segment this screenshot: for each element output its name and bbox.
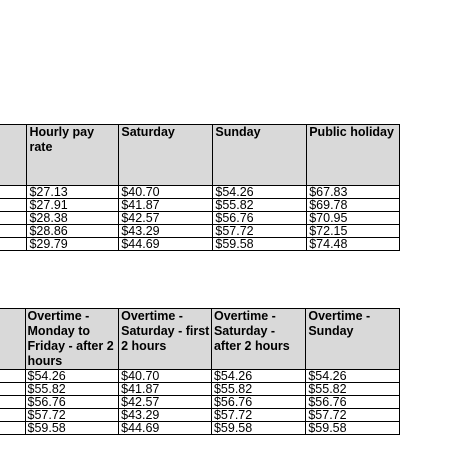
table-cell (0, 422, 25, 435)
table-cell: $41.87 (119, 199, 213, 212)
table-cell: $57.72 (306, 409, 400, 422)
table-cell: $54.26 (306, 370, 400, 383)
table-cell: $28.86 (27, 225, 119, 238)
table-cell: $27.91 (27, 199, 119, 212)
table-cell: $57.72 (211, 409, 305, 422)
table-cell (0, 199, 27, 212)
table-cell: $70.95 (307, 212, 400, 225)
header-cell-partial (0, 309, 25, 370)
table-cell: $54.26 (25, 370, 119, 383)
table-cell: $54.26 (213, 186, 307, 199)
table-cell: $56.76 (25, 396, 119, 409)
header-cell-partial (0, 125, 27, 186)
table-cell: $74.48 (307, 238, 400, 251)
table-cell (0, 396, 25, 409)
table-cell: $55.82 (306, 383, 400, 396)
table-cell: $44.69 (119, 238, 213, 251)
table-header-row (0, 309, 400, 370)
table-cell: $59.58 (211, 422, 305, 435)
table-cell: $55.82 (213, 199, 307, 212)
table-row (0, 383, 400, 396)
table-row (0, 186, 400, 199)
table-cell: $72.15 (307, 225, 400, 238)
overtime-rates-table (0, 308, 400, 435)
table-cell: $55.82 (211, 383, 305, 396)
table-cell: $59.58 (306, 422, 400, 435)
header-cell-public-holiday: Public holiday (307, 125, 400, 186)
table-cell: $41.87 (119, 383, 212, 396)
table-cell: $28.38 (27, 212, 119, 225)
table-cell: $55.82 (25, 383, 119, 396)
table-cell (0, 370, 25, 383)
table-row (0, 225, 400, 238)
table-cell: $67.83 (307, 186, 400, 199)
table-cell: $57.72 (25, 409, 119, 422)
pay-rates-table (0, 124, 400, 251)
table-cell: $54.26 (211, 370, 305, 383)
table-row (0, 212, 400, 225)
table-row (0, 199, 400, 212)
header-cell-sunday: Sunday (213, 125, 307, 186)
table-cell (0, 409, 25, 422)
table-cell: $56.76 (213, 212, 307, 225)
table-cell: $57.72 (213, 225, 307, 238)
table-cell: $59.58 (25, 422, 119, 435)
header-cell-overtime-saturday-after-2-hours: Overtime - Saturday - after 2 hours (211, 309, 305, 370)
table-cell: $43.29 (119, 409, 212, 422)
table-cell (0, 186, 27, 199)
table-cell: $44.69 (119, 422, 212, 435)
table-cell: $56.76 (306, 396, 400, 409)
header-cell-hourly-pay-rate: Hourly pay rate (27, 125, 119, 186)
table-cell: $27.13 (27, 186, 119, 199)
table-cell: $59.58 (213, 238, 307, 251)
table-cell: $40.70 (119, 370, 212, 383)
header-cell-saturday: Saturday (119, 125, 213, 186)
table-cell (0, 212, 27, 225)
table-row (0, 370, 400, 383)
header-cell-overtime-sunday: Overtime - Sunday (306, 309, 400, 370)
table-cell: $42.57 (119, 396, 212, 409)
table-header-row (0, 125, 400, 186)
table-cell: $40.70 (119, 186, 213, 199)
table-cell: $29.79 (27, 238, 119, 251)
table-cell: $42.57 (119, 212, 213, 225)
table-cell: $69.78 (307, 199, 400, 212)
table-cell: $43.29 (119, 225, 213, 238)
table-row (0, 396, 400, 409)
table-row (0, 238, 400, 251)
header-cell-overtime-saturday-first-2-hours: Overtime - Saturday - first 2 hours (119, 309, 212, 370)
table-row (0, 409, 400, 422)
header-cell-overtime-monday-to-friday: Overtime - Monday to Friday - after 2 hours (25, 309, 119, 370)
table-cell: $56.76 (211, 396, 305, 409)
table-cell (0, 238, 27, 251)
table-cell (0, 225, 27, 238)
table-cell (0, 383, 25, 396)
table-row (0, 422, 400, 435)
